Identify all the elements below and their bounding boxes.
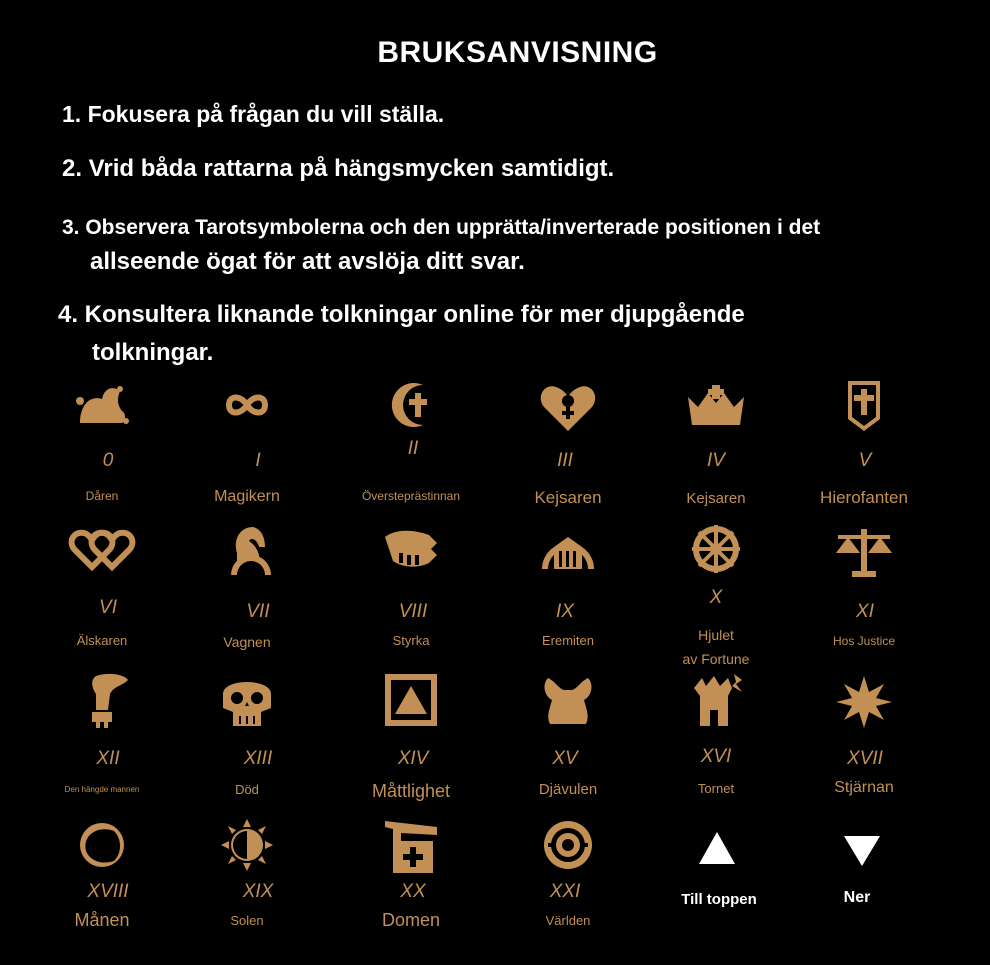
card-10-numeral: X xyxy=(709,587,723,608)
card-13-name-line1: Död xyxy=(235,782,259,798)
sun-icon xyxy=(207,815,287,875)
card-8-name xyxy=(326,629,496,652)
scroll-to-top-button[interactable] xyxy=(697,830,737,866)
card-15-name xyxy=(483,777,653,802)
card-9-name xyxy=(483,629,653,652)
card-16-name xyxy=(631,777,801,800)
card-5-name xyxy=(779,484,949,511)
card-20-name xyxy=(326,906,496,934)
card-15-symbol xyxy=(528,670,608,730)
card-21-name-line1: Världen xyxy=(545,913,591,929)
card-16-name-line1: Tornet xyxy=(697,781,735,797)
card-11-name xyxy=(779,630,949,652)
horse-chariot-icon xyxy=(207,519,287,579)
instruction-4 xyxy=(58,296,745,372)
card-6-symbol xyxy=(62,519,142,579)
card-6-numeral: VI xyxy=(99,597,117,618)
card-19-numeral: XIX xyxy=(242,881,274,902)
card-15-numeral: XV xyxy=(552,748,578,769)
card-1-name xyxy=(162,484,332,510)
card-13-symbol xyxy=(207,670,287,730)
card-3-name-line1: Kejsaren xyxy=(534,487,602,507)
card-9-symbol xyxy=(528,519,608,579)
instruction-4-line1: 4. Konsultera liknande tolkningar online för mer djupgående xyxy=(58,301,745,328)
page-title: BRUKSANVISNING xyxy=(377,36,658,69)
card-11-symbol xyxy=(824,519,904,579)
card-4-symbol xyxy=(676,375,756,435)
card-4-numeral: IV xyxy=(707,450,725,471)
card-21-numeral: XXI xyxy=(549,881,581,902)
card-5-numeral: V xyxy=(858,450,872,471)
card-17-numeral: XVII xyxy=(847,748,883,769)
card-12-name-line1: Den hängde mannen xyxy=(64,785,140,795)
card-9-name-line1: Eremiten xyxy=(541,633,595,649)
card-2-numeral: II xyxy=(407,438,419,459)
card-18-name-line1: Månen xyxy=(74,910,130,931)
skull-icon xyxy=(207,670,287,730)
card-2-name xyxy=(326,485,496,507)
triangle-down-icon xyxy=(842,834,882,868)
card-19-symbol xyxy=(207,815,287,875)
card-11-numeral: XI xyxy=(856,601,874,622)
card-7-name xyxy=(162,630,332,654)
card-1-symbol xyxy=(207,375,287,435)
card-8-name-line1: Styrka xyxy=(392,633,430,649)
card-10-name-line2: av Fortune xyxy=(682,650,750,667)
card-1-name-line1: Magikern xyxy=(214,488,280,506)
instruction-3-line1: 3. Observera Tarotsymbolerna och den upprätta/inverterade positionen i det xyxy=(62,216,821,239)
card-20-symbol xyxy=(371,815,451,875)
card-14-name-line1: Måttlighet xyxy=(371,781,451,802)
cross-shield-icon xyxy=(824,375,904,435)
card-5-name-line1: Hierofanten xyxy=(820,487,908,507)
scroll-down-button[interactable] xyxy=(842,834,882,868)
two-hearts-icon xyxy=(62,519,142,579)
instruction-3 xyxy=(62,211,820,279)
card-13-numeral: XIII xyxy=(243,748,273,769)
world-icon xyxy=(528,815,608,875)
card-14-symbol xyxy=(371,670,451,730)
moon-icon xyxy=(62,815,142,875)
card-13-name xyxy=(162,778,332,801)
card-20-name-line1: Domen xyxy=(381,910,441,931)
infinity-icon xyxy=(207,375,287,435)
tower-icon xyxy=(676,670,756,730)
card-20-numeral: XX xyxy=(400,881,426,902)
devil-icon xyxy=(528,670,608,730)
card-7-symbol xyxy=(207,519,287,579)
card-14-name xyxy=(326,777,496,805)
card-2-name-line1: Översteprästinnan xyxy=(361,488,461,503)
triangle-up-icon xyxy=(697,830,737,866)
card-3-numeral: III xyxy=(557,450,573,471)
scroll-down-label[interactable]: Ner xyxy=(843,889,871,906)
card-21-symbol xyxy=(528,815,608,875)
lantern-arch-icon xyxy=(528,519,608,579)
card-10-symbol xyxy=(676,519,756,579)
card-7-name-line1: Vagnen xyxy=(223,633,271,650)
card-14-numeral: XIV xyxy=(397,748,429,769)
jester-hat-icon xyxy=(62,375,142,435)
card-12-numeral: XII xyxy=(96,748,120,769)
card-9-numeral: IX xyxy=(556,601,574,622)
card-8-numeral: VIII xyxy=(398,601,428,622)
card-0-name-line1: Dåren xyxy=(85,488,119,503)
instruction-3-line2: allseende ögat för att avslöja ditt svar. xyxy=(90,248,525,275)
star-icon xyxy=(824,670,904,730)
card-11-name-line1: Hos Justice xyxy=(832,633,896,648)
instruction-1-text: 1. Fokusera på frågan du vill ställa. xyxy=(62,101,445,127)
hanged-man-icon xyxy=(62,670,142,730)
instruction-2-text: 2. Vrid båda rattarna på hängsmycken samtidigt. xyxy=(62,155,615,182)
card-3-symbol xyxy=(528,375,608,435)
scales-icon xyxy=(824,519,904,579)
card-16-numeral: XVI xyxy=(700,746,732,767)
instruction-2 xyxy=(62,155,614,183)
triangle-frame-icon xyxy=(371,670,451,730)
instruction-4-line2: tolkningar. xyxy=(92,339,214,366)
card-17-symbol xyxy=(824,670,904,730)
card-18-numeral: XVIII xyxy=(87,881,129,902)
card-3-name xyxy=(483,484,653,511)
card-18-symbol xyxy=(62,815,142,875)
crescent-cross-icon xyxy=(371,375,451,435)
card-0-numeral: 0 xyxy=(102,450,114,471)
card-19-name xyxy=(162,909,332,932)
card-12-symbol xyxy=(62,670,142,730)
card-10-name-line1: Hjulet xyxy=(698,626,734,643)
card-4-name-line1: Kejsaren xyxy=(686,490,746,507)
crown-icon xyxy=(676,375,756,435)
scroll-to-top-label[interactable]: Till toppen xyxy=(681,891,757,908)
heart-venus-icon xyxy=(528,375,608,435)
wheel-icon xyxy=(676,519,756,579)
card-2-symbol xyxy=(371,375,451,435)
card-4-name xyxy=(631,486,801,511)
card-6-name-line1: Älskaren xyxy=(76,633,128,649)
card-5-symbol xyxy=(824,375,904,435)
card-1-numeral: I xyxy=(255,450,261,471)
card-19-name-line1: Solen xyxy=(230,913,264,929)
card-15-name-line1: Djävulen xyxy=(538,781,598,798)
card-16-symbol xyxy=(676,670,756,730)
card-10-name xyxy=(631,623,801,671)
card-21-name xyxy=(483,909,653,932)
card-17-name xyxy=(779,775,949,801)
card-0-symbol xyxy=(62,375,142,435)
card-8-symbol xyxy=(371,519,451,579)
trumpet-icon xyxy=(371,815,451,875)
lion-icon xyxy=(371,519,451,579)
card-17-name-line1: Stjärnan xyxy=(834,779,894,797)
instruction-1 xyxy=(62,101,444,128)
card-7-numeral: VII xyxy=(246,601,270,622)
